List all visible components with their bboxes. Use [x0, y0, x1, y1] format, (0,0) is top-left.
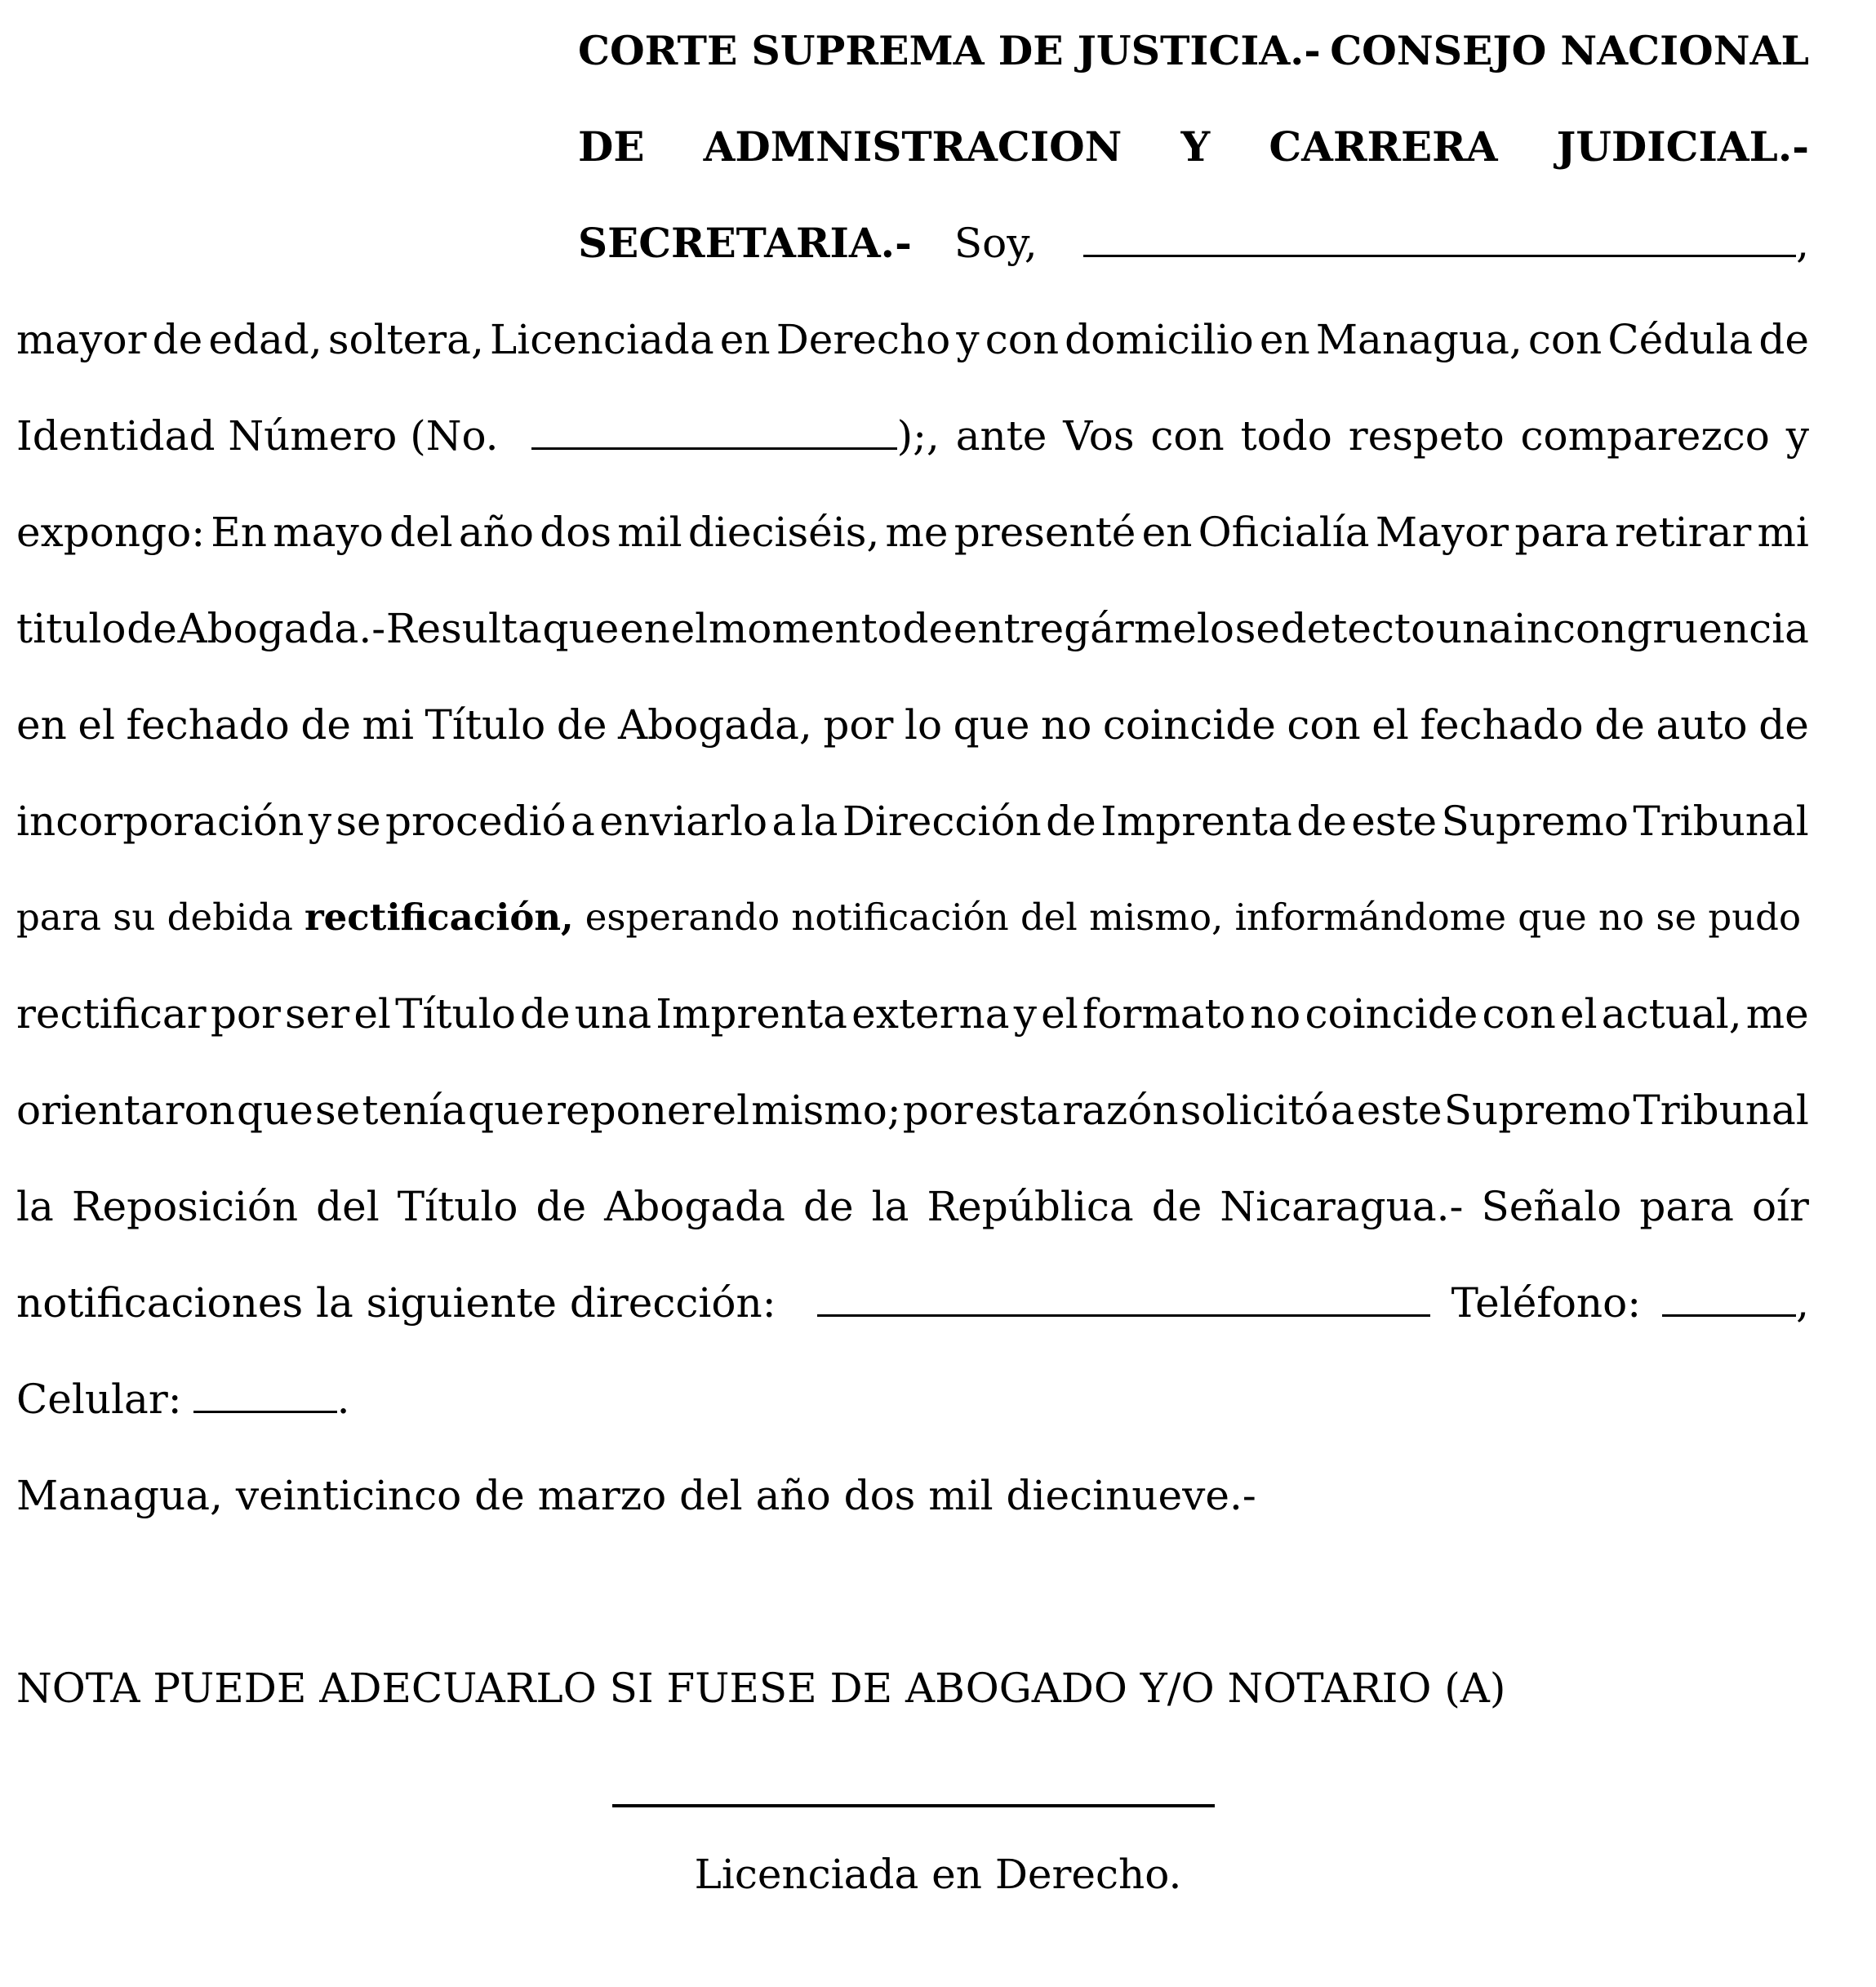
word: respeto	[1348, 412, 1505, 460]
word: reponer	[546, 1087, 711, 1134]
word: de	[902, 605, 954, 652]
word: mayor	[16, 316, 147, 363]
word: de	[1758, 316, 1809, 363]
header-line-1	[578, 26, 1809, 75]
word: que	[953, 701, 1030, 749]
body-line-7	[16, 604, 1809, 653]
word: de	[536, 1183, 587, 1230]
word: actual,	[1601, 990, 1742, 1038]
word: que	[468, 1087, 545, 1134]
body-line-8	[16, 700, 1809, 749]
word: por	[902, 1087, 973, 1134]
word: que	[237, 1087, 313, 1134]
word: presenté	[954, 509, 1136, 556]
id-number-label: Identidad Número (No.	[16, 412, 499, 460]
word: titulo	[16, 605, 127, 652]
word: y	[956, 316, 980, 363]
word: edad,	[208, 316, 322, 363]
word: procedió	[385, 798, 567, 845]
word: con	[1482, 990, 1556, 1038]
word: de	[127, 605, 177, 652]
word: Reposición	[71, 1183, 299, 1230]
word: mayo	[273, 509, 384, 556]
body-text: para su debida	[16, 896, 293, 939]
word: por	[823, 701, 894, 749]
body-text: esperando notificación del mismo, informándome que no se pudo	[585, 896, 1802, 939]
word: todo	[1240, 412, 1332, 460]
word: mil	[617, 509, 682, 556]
word: a	[771, 798, 797, 845]
header-council: CONSEJO NACIONAL	[1330, 27, 1809, 74]
word: Oficialía	[1198, 509, 1370, 556]
header-line-2	[578, 122, 1809, 171]
cell-blank-field[interactable]	[193, 1378, 337, 1413]
word: Abogada	[604, 1183, 785, 1230]
word: la	[16, 1183, 54, 1230]
word: fechado	[1420, 701, 1584, 749]
body-line-14	[16, 1278, 1809, 1327]
word: a	[571, 798, 595, 845]
word: momento	[708, 605, 902, 652]
word: la	[871, 1183, 909, 1230]
word: dos	[540, 509, 612, 556]
word: el	[670, 605, 709, 652]
word: del	[389, 509, 453, 556]
word: incongruencia	[1513, 605, 1809, 652]
word: mi	[1757, 509, 1809, 556]
phone-comma: ,	[1796, 1279, 1809, 1327]
word: Vos	[1063, 412, 1135, 460]
word: Mayor	[1375, 509, 1509, 556]
body-line-15	[16, 1375, 1809, 1424]
word: para	[1514, 509, 1609, 556]
body-line-11	[16, 989, 1809, 1038]
word: Título	[397, 1183, 518, 1230]
body-line-4	[16, 315, 1809, 364]
word: en	[620, 605, 670, 652]
header-word: JUDICIAL.-	[1556, 122, 1809, 171]
word: en	[16, 701, 67, 749]
word: esta	[974, 1087, 1061, 1134]
word: que	[542, 605, 620, 652]
signature-line	[612, 1804, 1215, 1807]
word: Imprenta	[656, 990, 847, 1038]
word: Tribunal	[1633, 1087, 1809, 1134]
word: ser	[285, 990, 350, 1038]
word: el	[1560, 990, 1598, 1038]
word: formato	[1082, 990, 1246, 1038]
word: Managua,	[1315, 316, 1523, 363]
word: coincide	[1305, 990, 1478, 1038]
word: para	[1639, 1183, 1734, 1230]
word: lo	[904, 701, 943, 749]
date-line: Managua, veinticinco de marzo del año dos mil diecinueve.-	[16, 1472, 1256, 1519]
word: fechado	[126, 701, 290, 749]
word: Cédula	[1607, 316, 1754, 363]
word: solicitó	[1180, 1087, 1329, 1134]
word: incorporación	[16, 798, 305, 845]
rectificacion-bold: rectificación,	[304, 896, 574, 939]
word: Nicaragua.-	[1220, 1183, 1464, 1230]
phone-blank-field[interactable]	[1662, 1282, 1796, 1317]
word: Dirección	[842, 798, 1042, 845]
word: comparezco	[1520, 412, 1770, 460]
word: tenía	[362, 1087, 467, 1134]
word: una	[1435, 605, 1514, 652]
word: y	[1785, 412, 1809, 460]
word: retirar	[1615, 509, 1752, 556]
word: expongo:	[16, 509, 206, 556]
word: coincide	[1102, 701, 1276, 749]
cell-period: .	[336, 1376, 350, 1423]
word: enviarlo	[599, 798, 768, 845]
word: República	[927, 1183, 1134, 1230]
word: la	[800, 798, 838, 845]
word: Derecho	[776, 316, 951, 363]
word: Licenciada	[490, 316, 714, 363]
word: En	[211, 509, 267, 556]
word: de	[803, 1183, 854, 1230]
word: se	[314, 1087, 361, 1134]
word: en	[719, 316, 771, 363]
word: auto	[1656, 701, 1748, 749]
header-word: Y	[1180, 122, 1211, 171]
phone-label: Teléfono:	[1451, 1279, 1642, 1327]
word: Supremo	[1441, 798, 1629, 845]
word: este	[1351, 798, 1438, 845]
word: con	[1287, 701, 1361, 749]
word: mismo;	[751, 1087, 901, 1134]
word: de	[300, 701, 351, 749]
word: Imprenta	[1100, 798, 1292, 845]
header-court: CORTE SUPREMA DE JUSTICIA.-	[578, 27, 1321, 74]
word: año	[458, 509, 534, 556]
word: ante	[955, 412, 1047, 460]
body-line-13	[16, 1182, 1809, 1231]
word: domicilio	[1065, 316, 1254, 363]
id-number-blank-field[interactable]	[531, 415, 897, 450]
word: este	[1356, 1087, 1443, 1134]
word: del	[316, 1183, 380, 1230]
header-line-3	[578, 219, 1809, 268]
word: el	[1041, 990, 1078, 1038]
word: por	[210, 990, 281, 1038]
word: con	[1150, 412, 1225, 460]
word: Resulta	[385, 605, 542, 652]
header-word: DE	[578, 122, 645, 171]
word: y	[1013, 990, 1037, 1038]
word: de	[1296, 798, 1347, 845]
word: detecto	[1280, 605, 1436, 652]
signature-label: Licenciada en Derecho.	[694, 1851, 1182, 1898]
word: no	[1041, 701, 1092, 749]
body-line-6	[16, 508, 1809, 557]
body-line-5	[16, 411, 1809, 460]
word: soltera,	[327, 316, 484, 363]
body-line-12	[16, 1086, 1809, 1135]
word: externa	[851, 990, 1010, 1038]
word: dieciséis,	[687, 509, 880, 556]
word: de	[520, 990, 571, 1038]
word: Abogada.-	[177, 605, 386, 652]
word: en	[1141, 509, 1193, 556]
word: el	[712, 1087, 750, 1134]
body-line-9	[16, 797, 1809, 846]
note-line: NOTA PUEDE ADECUARLO SI FUESE DE ABOGADO Y/O NOTARIO (A)	[16, 1665, 1506, 1712]
name-blank-field[interactable]	[1083, 222, 1796, 257]
word: una	[574, 990, 652, 1038]
word: de	[556, 701, 607, 749]
word: no	[1249, 990, 1301, 1038]
word: de	[1151, 1183, 1203, 1230]
word: Supremo	[1443, 1087, 1632, 1134]
word: Abogada,	[618, 701, 812, 749]
word: Señalo	[1481, 1183, 1622, 1230]
body-line-10	[16, 893, 1809, 942]
word: me	[885, 509, 949, 556]
word: de	[1046, 798, 1096, 845]
word: rectificar	[16, 990, 207, 1038]
word: mi	[362, 701, 414, 749]
word: de	[152, 316, 203, 363]
address-label: notificaciones la siguiente dirección:	[16, 1279, 776, 1327]
word: oír	[1751, 1183, 1809, 1230]
word: de	[1594, 701, 1645, 749]
header-word: ADMNISTRACION	[703, 122, 1122, 171]
cell-label: Celular:	[16, 1376, 182, 1423]
word: de	[1758, 701, 1809, 749]
address-blank-field[interactable]	[817, 1282, 1430, 1317]
word: entregármelo	[953, 605, 1234, 652]
header-secretaria: SECRETARIA.-	[578, 219, 912, 267]
word: el	[1371, 701, 1409, 749]
word: y	[308, 798, 331, 845]
word: razón	[1062, 1087, 1179, 1134]
id-number-tail	[897, 411, 1809, 460]
word: Tribunal	[1633, 798, 1809, 845]
word: con	[985, 316, 1060, 363]
word: Título	[425, 701, 546, 749]
word: orientaron	[16, 1087, 235, 1134]
word: en	[1259, 316, 1310, 363]
name-comma: ,	[1796, 220, 1809, 267]
word: Título	[395, 990, 516, 1038]
word: se	[1234, 605, 1280, 652]
word: );,	[896, 412, 940, 460]
word: se	[336, 798, 381, 845]
word: el	[353, 990, 391, 1038]
word: el	[78, 701, 115, 749]
word: a	[1330, 1087, 1355, 1134]
word: me	[1745, 990, 1809, 1038]
soy-label: Soy,	[954, 220, 1038, 267]
word: con	[1527, 316, 1603, 363]
header-word: CARRERA	[1269, 122, 1498, 171]
